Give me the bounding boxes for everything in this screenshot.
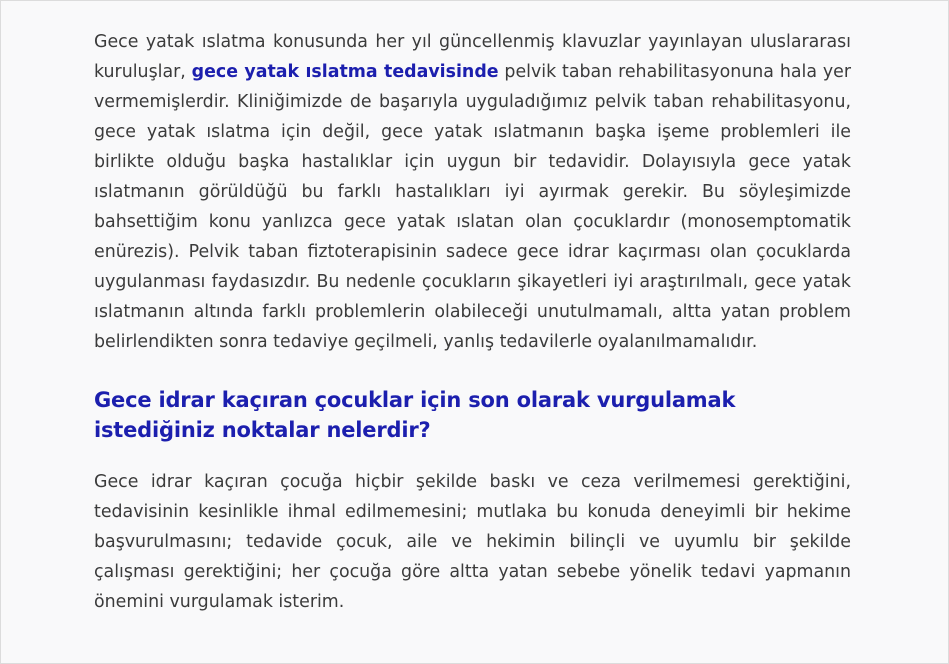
article-paragraph-2: Gece idrar kaçıran çocuğa hiçbir şekilde baskı ve ceza verilmemesi gerektiğini, tedavisinin kesinlikle ihmal edilmemesini; mutlaka bu konuda deneyimli bir hekime başvurulmasını; tedavide çocuk, aile ve hekimin bilinçli ve uyumlu bir şekilde çalışması gerektiğini; her çocuğa göre altta yatan sebebe yönelik tedavi yapmanın önemini vurgulamak isterim. [94, 472, 851, 612]
article-content [94, 27, 851, 617]
treatment-link[interactable]: gece yatak ıslatma tedavisinde [191, 62, 499, 82]
paragraph-1-text-end: pelvik taban rehabilitasyonuna hala yer vermemişlerdir. Kliniğimizde de başarıyla uyguladığımız pelvik taban rehabilitasyonu, gece yatak ıslatma için değil, gece yatak ıslatmanın başka işeme problemleri ile birlikte olduğu başka hastalıklar için uygun bir tedavidir. Dolayısıyla gece yatak ıslatmanın görüldüğü bu farklı hastalıkları iyi ayırmak gerekir. Bu söyleşimizde bahsettiğim konu yanlızca gece yatak ıslatan olan çocuklardır (monosemptomatik enürezis). Pelvik taban fiztoterapisinin sadece gece idrar kaçırması olan çocuklarda uygulanması faydasızdır. Bu nedenle çocukların şikayetleri iyi araştırılmalı, gece yatak ıslatmanın altında farklı problemlerin olabileceği unutulmamalı, altta yatan problem belirlendikten sonra tedaviye geçilmeli, yanlış tedavilerle oyalanılmamalıdır. [94, 62, 851, 352]
article-paragraph-1 [94, 27, 851, 357]
section-heading: Gece idrar kaçıran çocuklar için son olarak vurgulamak istediğiniz noktalar nelerdir? [94, 388, 736, 442]
paragraph-1-text-start: Gece yatak ıslatma konusunda her yıl güncellenmiş klavuzlar yayınlayan uluslararası kuruluşlar, [94, 32, 851, 82]
